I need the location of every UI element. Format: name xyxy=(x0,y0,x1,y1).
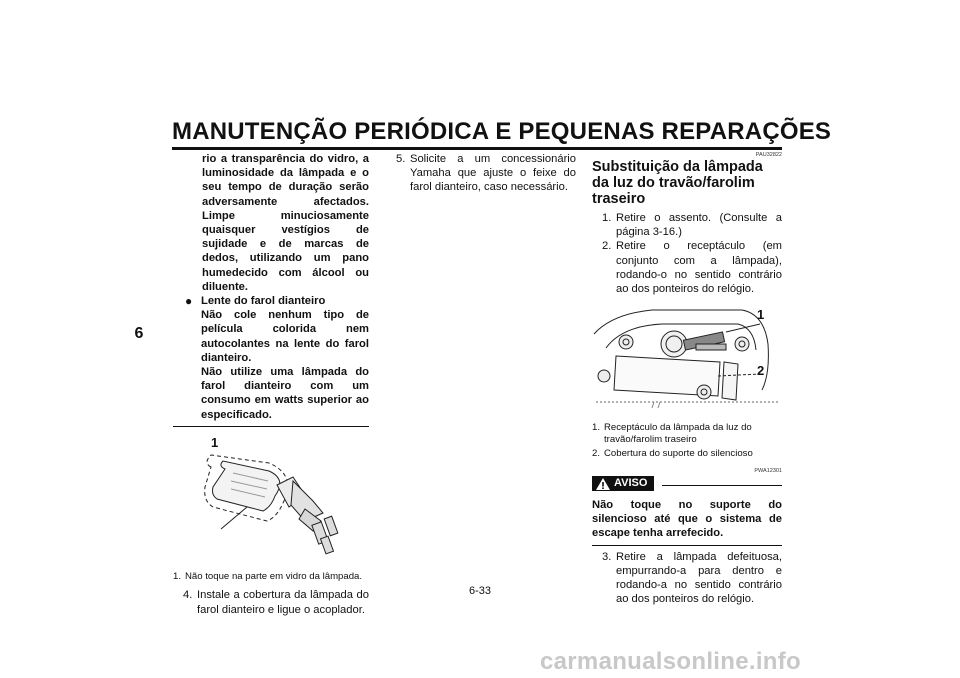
caption-number: 2. xyxy=(592,448,601,460)
warning-code: PWA12301 xyxy=(754,468,782,474)
figure-callout-1: 1 xyxy=(757,307,765,323)
step-number: 3. xyxy=(602,550,612,563)
step-number: 2. xyxy=(602,240,612,253)
aviso-badge xyxy=(592,476,654,491)
section-code: PAU32822 xyxy=(755,152,782,158)
bullet-text: Não utilize uma lâmpada do farol dianteiro com um consumo em watts superior ao especificado. xyxy=(201,366,369,421)
page-number: 6-33 xyxy=(468,585,492,597)
caption-item xyxy=(592,422,782,445)
warning-continuation: rio a transparência do vidro, a luminosidade da lâmpada e o seu tempo de duração serão adversamente afectados. Limpe minuciosamente quaisquer vestígios de sujidade e de marcas de dedos, utilizando um pano humedecido com álcool ou diluente. xyxy=(202,153,369,293)
warning-header-rule xyxy=(662,485,782,486)
title-rule xyxy=(172,147,782,150)
section-heading: Substituição da lâmpada da luz do travão/farolim traseiro xyxy=(592,159,763,207)
step-text: Retire o assento. (Consulte a página 3-16.) xyxy=(616,212,782,239)
figure-captions xyxy=(592,422,782,460)
step-text: Instale a cobertura da lâmpada do farol dianteiro e ligue o acoplador. xyxy=(197,589,369,616)
warning-end-rule xyxy=(173,426,369,427)
step-4 xyxy=(173,588,369,616)
step-number: 1. xyxy=(602,212,612,224)
bullet-heading: Lente do farol dianteiro xyxy=(201,295,326,308)
warning-text: Não toque no suporte do silencioso até que o sistema de escape tenha arrefecido. xyxy=(592,499,782,540)
step-2 xyxy=(592,239,782,296)
caption-number: 1. xyxy=(173,570,182,582)
tail-light-receptacle-figure xyxy=(592,304,782,416)
warning-header xyxy=(592,468,782,494)
step-1 xyxy=(592,211,782,239)
step-5 xyxy=(386,152,576,195)
headlight-bulb-figure xyxy=(173,441,369,563)
bullet-text: Não cole nenhum tipo de película colorida nem autocolantes na lente do farol dianteiro. xyxy=(201,309,369,364)
bullet-icon: ● xyxy=(185,294,193,309)
column-right xyxy=(592,152,782,606)
bullet-item xyxy=(173,294,369,422)
watermark: carmanualsonline.info xyxy=(540,648,802,675)
chapter-number: 6 xyxy=(134,325,144,342)
caption-number: 1. xyxy=(592,422,601,434)
aviso-label: AVISO xyxy=(614,477,648,490)
caption-text: Receptáculo da lâmpada da luz do travão/farolim traseiro xyxy=(604,422,752,445)
step-3 xyxy=(592,550,782,607)
caption-item xyxy=(592,448,782,460)
tail-light-figure-wrap xyxy=(592,304,782,416)
caption-text: Não toque na parte em vidro da lâmpada. xyxy=(185,570,363,582)
column-left xyxy=(173,152,369,617)
step-number: 4. xyxy=(183,589,193,602)
column-middle xyxy=(386,152,576,195)
figure-callout-1: 1 xyxy=(211,435,219,450)
step-text: Retire a lâmpada defeituosa, empurrando-a para dentro e rodando-a no sentido contrário ao dos ponteiros do relógio. xyxy=(616,550,782,606)
warning-triangle-icon xyxy=(595,477,611,491)
step-number: 5. xyxy=(396,153,406,165)
warning-end-rule xyxy=(592,545,782,546)
figure-caption xyxy=(173,571,369,583)
step-text: Solicite a um concessionário Yamaha que ajuste o feixe do farol dianteiro, caso necessário. xyxy=(410,153,576,194)
caption-text: Cobertura do suporte do silencioso xyxy=(604,448,753,460)
step-text: Retire o receptáculo (em conjunto com a lâmpada), rodando-o no sentido contrário ao dos ponteiros do relógio. xyxy=(616,240,782,296)
figure-callout-2: 2 xyxy=(757,363,765,379)
page-title: MANUTENÇÃO PERIÓDICA E PEQUENAS REPARAÇÕES xyxy=(172,118,832,145)
